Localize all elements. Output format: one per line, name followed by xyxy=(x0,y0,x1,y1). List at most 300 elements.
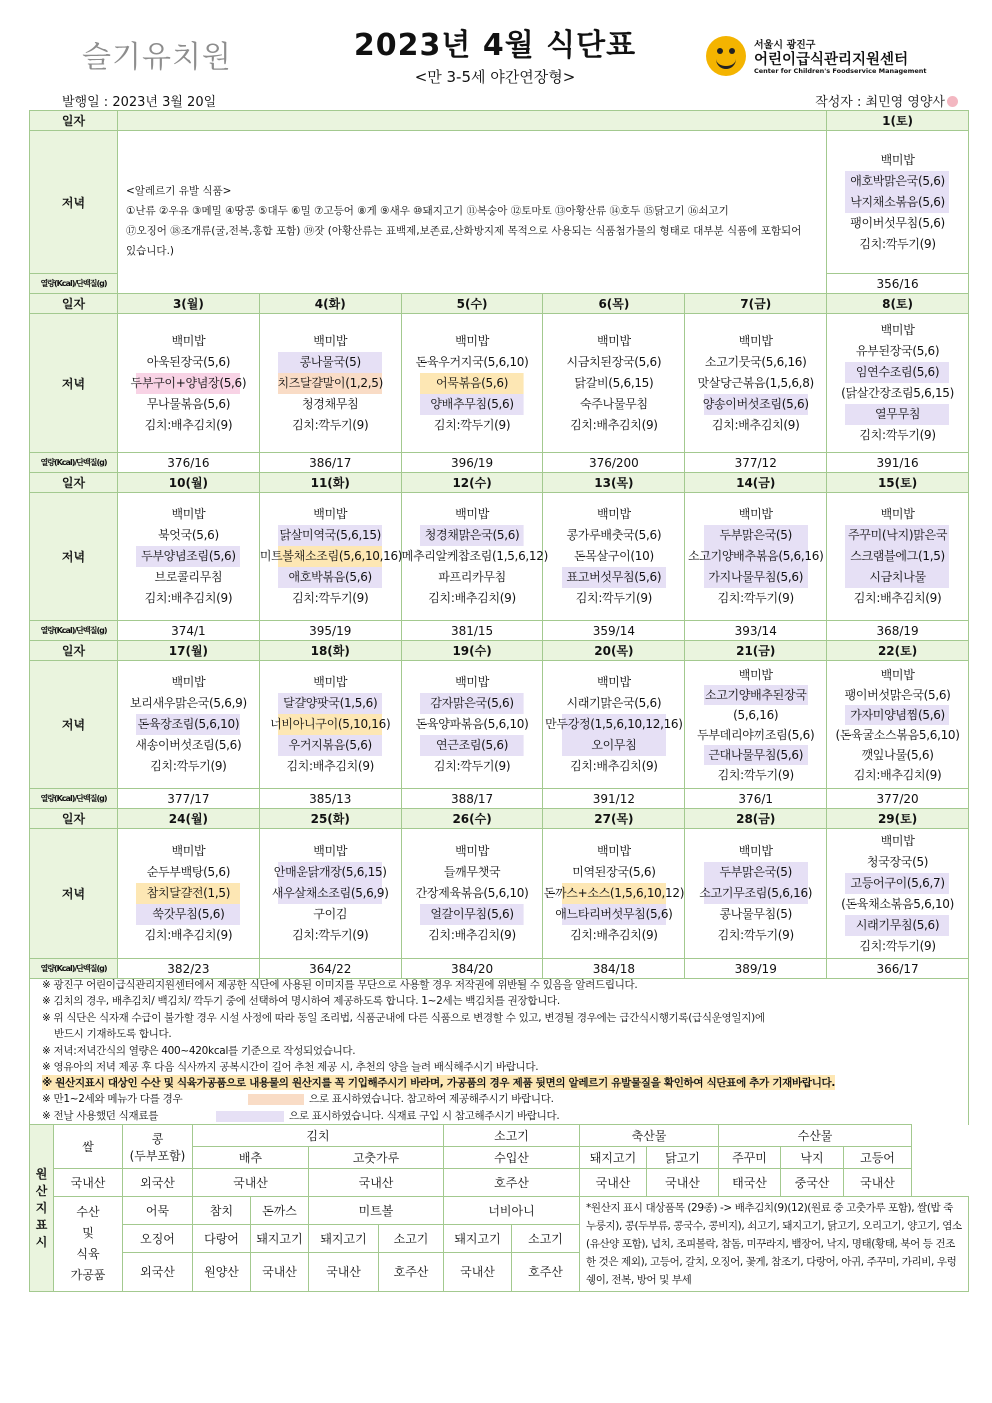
menu-item: 백미밥 xyxy=(738,667,773,682)
menu-item: 순두부백탕(5,6) xyxy=(146,865,231,879)
allergy-line: 있습니다.) xyxy=(126,245,175,257)
nutrition-label: 열량(Kcal)/단백질(g) xyxy=(30,621,118,641)
menu-item: 소고기양배추볶음(5,6,16) xyxy=(685,546,826,567)
origin-value: 호주산 xyxy=(444,1169,580,1197)
menu-cell xyxy=(827,493,969,621)
blank-cell xyxy=(118,111,827,131)
menu-cell xyxy=(543,314,685,453)
proc-header-row xyxy=(30,1197,969,1225)
proc-value: 국내산 xyxy=(251,1252,309,1291)
proc-value: 국내산 xyxy=(309,1252,379,1291)
menu-item: 백미밥 xyxy=(313,844,348,858)
menu-cell xyxy=(401,314,543,453)
origin-value: 국내산 xyxy=(193,1169,309,1197)
menu-item: 우거지볶음(5,6) xyxy=(260,735,401,756)
menu-item: 김치:배추김치(9) xyxy=(286,759,375,773)
menu-item: 돈육장조림(5,6,10) xyxy=(118,714,259,735)
origin-value: 외국산 xyxy=(123,1169,193,1197)
date-label: 일자 xyxy=(30,111,118,131)
menu-item: 양배추무침(5,6) xyxy=(402,394,543,415)
origin-bean-label: 콩 xyxy=(151,1131,164,1146)
menu-cell xyxy=(685,493,827,621)
nutrition-value: 385/13 xyxy=(259,789,401,809)
menu-item: (돈육채소볶음5,6,10) xyxy=(841,896,955,911)
menu-item: 김치:깍두기(9) xyxy=(433,759,511,773)
menu-item: 청경채맑은국(5,6) xyxy=(402,525,543,546)
menu-item: 안매운닭개장(5,6,15) xyxy=(260,862,401,883)
menu-cell xyxy=(827,314,969,453)
origin-value: 국내산 xyxy=(647,1169,719,1197)
nutrition-value: 382/23 xyxy=(118,959,260,979)
menu-item: 김치:배추김치(9) xyxy=(570,928,658,942)
nutrition-row xyxy=(30,453,969,473)
origin-side-char: 지 xyxy=(35,1200,48,1215)
menu-item: 김치:배추김치(9) xyxy=(711,417,800,432)
allergy-note xyxy=(118,131,827,294)
menu-item: 백미밥 xyxy=(455,844,490,858)
menu-item: 김치:배추김치(9) xyxy=(853,591,942,605)
menu-item: 닭갈비(5,6,15) xyxy=(574,375,654,390)
menu-item: 간장제육볶음(5,6,10) xyxy=(415,886,529,900)
menu-item: 임연수조림(5,6) xyxy=(827,362,968,383)
proc-sub-item: 소고기 xyxy=(512,1224,580,1252)
menu-item: 보리새우맑은국(5,6,9) xyxy=(129,696,247,710)
menu-item: 돈육우거지국(5,6,10) xyxy=(415,354,529,369)
menu-item: 백미밥 xyxy=(738,844,773,858)
menu-item: 브로콜리무침 xyxy=(154,570,223,584)
dinner-row xyxy=(30,131,969,274)
menu-item: 백미밥 xyxy=(880,507,915,521)
origin-value-row xyxy=(30,1169,969,1197)
note-line: ※ 광진구 어린이급식관리지원센터에서 제공한 식단에 사용된 이미지를 무단으로 사용할 경우 저작권에 위반될 수 있음을 알려드립니다. xyxy=(42,979,638,991)
menu-cell xyxy=(401,661,543,789)
day-header: 24(월) xyxy=(118,809,260,829)
menu-diff-swatch xyxy=(248,1094,304,1105)
menu-item: 김치:깍두기(9) xyxy=(859,428,936,442)
origin-side-label xyxy=(30,1125,54,1292)
menu-cell xyxy=(118,661,260,789)
prev-day-swatch xyxy=(216,1111,284,1122)
menu-item: 백미밥 xyxy=(313,333,348,348)
menu-item: 표고버섯무침(5,6) xyxy=(543,567,684,588)
nutrition-value: 391/12 xyxy=(543,789,685,809)
menu-cell xyxy=(827,661,969,789)
nutrition-row xyxy=(30,621,969,641)
proc-item: 너비아니 xyxy=(444,1197,580,1225)
proc-item: 미트볼 xyxy=(309,1197,444,1225)
menu-item: 얼갈이무침(5,6) xyxy=(402,904,543,925)
note-line: ※ 저녁:저녁간식의 열량은 400~420kcal를 기준으로 작성되었습니다. xyxy=(42,1045,356,1057)
writer xyxy=(815,91,958,110)
menu-item: 소고기무조림(5,6,16) xyxy=(685,883,826,904)
menu-item: 김치:배추김치(9) xyxy=(570,417,658,432)
proc-sub-item: 돼지고기 xyxy=(251,1224,309,1252)
menu-cell xyxy=(259,829,401,959)
origin-value: 국내산 xyxy=(580,1169,647,1197)
menu-item: 너비아니구이(5,10,16) xyxy=(260,714,401,735)
menu-item: 청경채무침 xyxy=(302,396,359,411)
nutrition-value: 377/20 xyxy=(827,789,969,809)
menu-item: 어묵볶음(5,6) xyxy=(402,373,543,394)
menu-item: 백미밥 xyxy=(171,333,206,348)
nutrition-value: 391/16 xyxy=(827,453,969,473)
menu-item: 백미밥 xyxy=(313,507,348,521)
origin-side-char: 산 xyxy=(35,1183,48,1198)
menu-item: 백미밥 xyxy=(171,675,206,689)
proc-sub-item: 오징어 xyxy=(123,1224,193,1252)
note-line: 으로 표시하였습니다. 식재료 구입 시 참고해주시기 바랍니다. xyxy=(289,1110,560,1122)
menu-cell xyxy=(118,829,260,959)
day-header: 10(월) xyxy=(118,473,260,493)
dinner-row xyxy=(30,314,969,453)
proc-label-line: 가공품 xyxy=(70,1268,106,1282)
menu-item: 맛살당근볶음(1,5,6,8) xyxy=(697,375,814,390)
day-header: 27(목) xyxy=(543,809,685,829)
day-header: 7(금) xyxy=(685,294,827,314)
menu-item: 닭살미역국(5,6,15) xyxy=(260,525,401,546)
day-header: 13(목) xyxy=(543,473,685,493)
day-header: 3(월) xyxy=(118,294,260,314)
menu-cell xyxy=(685,829,827,959)
menu-cell xyxy=(401,829,543,959)
proc-item: 돈까스 xyxy=(251,1197,309,1225)
page-title: 2023년 4월 식단표 xyxy=(353,28,637,63)
menu-item: 열무무침 xyxy=(827,404,968,425)
menu-item: (돈육굴소스볶음5,6,10) xyxy=(835,727,960,742)
menu-item: 미역된장국(5,6) xyxy=(572,865,656,879)
menu-item: 백미밥 xyxy=(880,323,915,337)
day-header: 28(금) xyxy=(685,809,827,829)
menu-item: 새우살채소조림(5,6,9) xyxy=(260,883,401,904)
logo-english: Center for Children's Foodservice Management xyxy=(754,67,927,75)
menu-item: 김치:깍두기(9) xyxy=(717,928,794,942)
origin-seafood: 수산물 xyxy=(719,1125,912,1147)
menu-item: 김치:깍두기(9) xyxy=(859,938,936,953)
menu-item: 돈까스+소스(1,5,6,10,12) xyxy=(543,883,684,904)
origin-pork: 돼지고기 xyxy=(580,1147,647,1169)
date-label: 일자 xyxy=(30,641,118,661)
dinner-label: 저녁 xyxy=(30,493,118,621)
origin-value: 중국산 xyxy=(781,1169,844,1197)
nutrition-label: 열량(Kcal)/단백질(g) xyxy=(30,789,118,809)
menu-item: 애호박볶음(5,6) xyxy=(260,567,401,588)
date-header-row xyxy=(30,809,969,829)
origin-value: 태국산 xyxy=(719,1169,781,1197)
menu-cell xyxy=(118,493,260,621)
menu-item: 백미밥 xyxy=(171,507,206,521)
menu-item: 백미밥 xyxy=(171,844,206,858)
menu-item: 청국장국(5) xyxy=(866,854,929,869)
proc-label-line: 식육 xyxy=(76,1247,100,1261)
allergy-line: ①난류 ②우유 ③메밀 ④땅콩 ⑤대두 ⑥밀 ⑦고등어 ⑧게 ⑨새우 ⑩돼지고기 ⑪복숭아 ⑫토마토 ⑬아황산류 ⑭호두 ⑮닭고기 ⑯쇠고기 xyxy=(126,205,729,217)
dinner-label: 저녁 xyxy=(30,314,118,453)
nutrition-value: 396/19 xyxy=(401,453,543,473)
menu-item: 백미밥 xyxy=(455,507,490,521)
menu-item: 쑥갓무침(5,6) xyxy=(118,904,259,925)
menu-item: 아욱된장국(5,6) xyxy=(146,354,231,369)
menu-item: 팽이버섯무침(5,6) xyxy=(850,215,945,230)
center-logo xyxy=(706,34,946,78)
menu-item: 백미밥 xyxy=(596,507,631,521)
nutrition-value: 366/17 xyxy=(827,959,969,979)
dinner-row xyxy=(30,493,969,621)
menu-item: 백미밥 xyxy=(596,333,631,348)
menu-item: 백미밥 xyxy=(596,844,631,858)
menu-item: 시금치된장국(5,6) xyxy=(566,354,662,369)
menu-item: 시래기무침(5,6) xyxy=(827,915,968,936)
notes-section xyxy=(29,973,969,1125)
menu-item: 두부구이+양념장(5,6) xyxy=(118,373,259,394)
flower-icon xyxy=(947,96,958,107)
origin-side-char: 시 xyxy=(35,1234,48,1249)
day-header: 20(목) xyxy=(543,641,685,661)
menu-item: 김치:깍두기(9) xyxy=(150,759,227,773)
menu-cell xyxy=(685,314,827,453)
note-line: ※ 영유아의 저녁 제공 후 다음 식사까지 공복시간이 길어 추천 제공 시, 추천의 양을 늘려 배식해주시기 바랍니다. xyxy=(42,1061,539,1073)
menu-item: 소고기양배추된장국 xyxy=(685,685,826,705)
allergy-line: <알레르기 유발 식품> xyxy=(126,185,232,197)
menu-item: 백미밥 xyxy=(880,667,915,682)
menu-item: 콩나물무침(5) xyxy=(719,907,792,921)
proc-value: 국내산 xyxy=(444,1252,512,1291)
date-label: 일자 xyxy=(30,809,118,829)
menu-item: 애호박맑은국(5,6) xyxy=(827,171,968,192)
menu-cell xyxy=(827,829,969,959)
menu-item: 백미밥 xyxy=(738,333,773,348)
nutrition-value: 374/1 xyxy=(118,621,260,641)
menu-item: 북엇국(5,6) xyxy=(158,528,219,542)
proc-label-line: 및 xyxy=(82,1226,94,1240)
menu-item: 김치:배추김치(9) xyxy=(144,417,233,432)
menu-item: 백미밥 xyxy=(880,833,915,848)
date-header-row xyxy=(30,641,969,661)
issue-date: 발행일 : 2023년 3월 20일 xyxy=(62,95,217,110)
menu-cell xyxy=(259,661,401,789)
menu-item: 김치:배추김치(9) xyxy=(428,591,516,605)
dinner-row xyxy=(30,829,969,959)
menu-item: 김치:깍두기(9) xyxy=(433,417,511,432)
nutrition-value: 364/22 xyxy=(259,959,401,979)
proc-value: 외국산 xyxy=(123,1252,193,1291)
day-header: 26(수) xyxy=(401,809,543,829)
menu-table xyxy=(29,110,969,979)
menu-item: 근대나물무침(5,6) xyxy=(685,745,826,765)
menu-item: (5,6,16) xyxy=(733,707,779,722)
menu-item: 들깨무챗국 xyxy=(443,865,501,879)
nutrition-value: 381/15 xyxy=(401,621,543,641)
date-header-row xyxy=(30,294,969,314)
menu-item: 깻잎나물(5,6) xyxy=(861,747,934,762)
menu-item: 김치:배추김치(9) xyxy=(428,928,516,942)
menu-item: 김치:배추김치(9) xyxy=(853,767,942,782)
menu-item: 미트볼채소조림(5,6,10,16) xyxy=(260,546,401,567)
smile-icon xyxy=(706,36,746,76)
nutrition-label: 열량(Kcal)/단백질(g) xyxy=(30,959,118,979)
menu-item: 새송이버섯조림(5,6) xyxy=(135,738,242,752)
nutrition-value: 356/16 xyxy=(827,274,969,294)
menu-item: 김치:배추김치(9) xyxy=(144,928,233,942)
menu-item: 무나물볶음(5,6) xyxy=(146,396,231,411)
dinner-label: 저녁 xyxy=(30,829,118,959)
menu-item: 김치:배추김치(9) xyxy=(570,759,658,773)
note-line: 반드시 기재하도록 합니다. xyxy=(54,1028,172,1040)
nutrition-value: 377/12 xyxy=(685,453,827,473)
origin-cabbage: 배추 xyxy=(193,1147,309,1169)
nutrition-label: 열량(Kcal)/단백질(g) xyxy=(30,453,118,473)
menu-item: 참치달걀전(1,5) xyxy=(118,883,259,904)
origin-pepper: 고춧가루 xyxy=(309,1147,444,1169)
day-header: 25(화) xyxy=(259,809,401,829)
menu-item: 숙주나물무침 xyxy=(580,396,648,411)
nutrition-value: 389/19 xyxy=(685,959,827,979)
origin-imported: 수입산 xyxy=(444,1147,580,1169)
nutrition-value: 388/17 xyxy=(401,789,543,809)
menu-cell xyxy=(543,829,685,959)
proc-sub-item: 소고기 xyxy=(379,1224,444,1252)
day-header: 6(목) xyxy=(543,294,685,314)
nutrition-value: 376/16 xyxy=(118,453,260,473)
origin-mackerel: 고등어 xyxy=(844,1147,912,1169)
nutrition-label: 열량(Kcal)/단백질(g) xyxy=(30,274,118,294)
menu-item: 돈육양파볶음(5,6,10) xyxy=(415,717,529,731)
menu-item: 주꾸미(낙지)맑은국 xyxy=(827,525,968,546)
proc-item: 참치 xyxy=(193,1197,251,1225)
menu-item: 오이무침 xyxy=(543,735,684,756)
menu-item: 김치:깍두기(9) xyxy=(292,928,369,942)
menu-item: 김치:깍두기(9) xyxy=(717,591,794,605)
day-header: 4(화) xyxy=(259,294,401,314)
note-line: ※ 원산지표시 대상인 수산 및 식육가공품으로 내용물의 원산지를 꼭 기입해주시기 바라며, 가공품의 경우 제품 뒷면의 알레르기 유발물질을 확인하여 식단표에 추가 기재바랍니다. xyxy=(42,1077,836,1089)
menu-item: 백미밥 xyxy=(455,333,490,348)
day-header: 8(토) xyxy=(827,294,969,314)
menu-item: 고등어구이(5,6,7) xyxy=(827,873,968,894)
day-header: 5(수) xyxy=(401,294,543,314)
logo-region: 서울시 광진구 xyxy=(754,40,816,51)
menu-item: 양송이버섯조림(5,6) xyxy=(685,394,826,415)
logo-center-name: 어린이급식관리지원센터 xyxy=(754,52,909,68)
day-header: 15(토) xyxy=(827,473,969,493)
menu-item: 김치:깍두기(9) xyxy=(292,591,369,605)
nutrition-value: 384/18 xyxy=(543,959,685,979)
nutrition-value: 359/14 xyxy=(543,621,685,641)
allergy-line: ⑰오징어 ⑱조개류(굴,전복,홍합 포함) ⑲잣 (아황산류는 표백제,보존료,산화방지제 목적으로 사용되는 식품첨가물의 형태로 대부분 식품에 포함되어 xyxy=(126,225,802,237)
day-header: 14(금) xyxy=(685,473,827,493)
proc-value: 호주산 xyxy=(512,1252,580,1291)
day-header: 29(토) xyxy=(827,809,969,829)
nutrition-value: 376/1 xyxy=(685,789,827,809)
menu-item: 달걀양팟국(1,5,6) xyxy=(260,693,401,714)
note-line: ※ 전날 사용했던 식재료를 xyxy=(42,1110,159,1122)
dinner-row xyxy=(30,661,969,789)
menu-item: 시래기맑은국(5,6) xyxy=(566,696,662,710)
date-label: 일자 xyxy=(30,294,118,314)
menu-cell xyxy=(543,661,685,789)
proc-label xyxy=(54,1197,123,1292)
note-line: ※ 위 식단은 식자재 수급이 불가할 경우 시설 사정에 따라 동일 조리법, 식품군내에 다른 식품으로 변경할 수 있고, 변경될 경우에는 급간식시행기록(급식운영일지)에 xyxy=(42,1012,765,1024)
origin-bean-sub: (두부포함) xyxy=(129,1148,186,1163)
nutrition-value: 386/17 xyxy=(259,453,401,473)
menu-item: 김치:깍두기(9) xyxy=(292,417,369,432)
day-header: 11(화) xyxy=(259,473,401,493)
note-line: 으로 표시하였습니다. 참고하여 제공해주시기 바랍니다. xyxy=(309,1093,554,1105)
menu-item: 치즈달걀말이(1,2,5) xyxy=(260,373,401,394)
nutrition-value: 377/17 xyxy=(118,789,260,809)
kindergarten-name: 슬기유치원 xyxy=(82,40,232,75)
menu-item: 메추리알케찹조림(1,5,6,12) xyxy=(401,549,548,563)
menu-item: 소고기뭇국(5,6,16) xyxy=(704,354,807,369)
menu-cell xyxy=(259,314,401,453)
day-header: 17(월) xyxy=(118,641,260,661)
menu-item: 팽이버섯맑은국(5,6) xyxy=(844,687,951,702)
origin-livestock: 축산물 xyxy=(580,1125,719,1147)
nutrition-row xyxy=(30,789,969,809)
nutrition-value: 368/19 xyxy=(827,621,969,641)
nutrition-value: 395/19 xyxy=(259,621,401,641)
menu-item: 연근조림(5,6) xyxy=(402,735,543,756)
proc-sub-item: 돼지고기 xyxy=(444,1224,512,1252)
nutrition-value: 384/20 xyxy=(401,959,543,979)
day-header: 19(수) xyxy=(401,641,543,661)
menu-item: 콩나물국(5) xyxy=(260,352,401,373)
menu-item: 시금치나물 xyxy=(827,567,968,588)
menu-item: 백미밥 xyxy=(455,675,490,689)
origin-beef: 소고기 xyxy=(444,1125,580,1147)
menu-item: 백미밥 xyxy=(596,675,631,689)
origin-kimchi: 김치 xyxy=(193,1125,444,1147)
menu-item: 스크램블에그(1,5) xyxy=(827,546,968,567)
menu-cell xyxy=(543,493,685,621)
origin-side-char: 표 xyxy=(35,1217,48,1232)
origin-chicken: 닭고기 xyxy=(647,1147,719,1169)
writer-text: 작성자 : 최민영 영양사 xyxy=(815,95,945,110)
proc-sub-item: 다랑어 xyxy=(193,1224,251,1252)
menu-item: 파프리카무침 xyxy=(438,570,506,584)
proc-value: 호주산 xyxy=(379,1252,444,1291)
origin-octopus: 낙지 xyxy=(781,1147,844,1169)
menu-item: 백미밥 xyxy=(313,675,348,689)
day-header: 18(화) xyxy=(259,641,401,661)
date-label: 일자 xyxy=(30,473,118,493)
origin-rice: 쌀 xyxy=(54,1125,123,1169)
day-header: 12(수) xyxy=(401,473,543,493)
menu-item: 백미밥 xyxy=(880,152,915,167)
menu-item: 유부된장국(5,6) xyxy=(855,344,940,358)
menu-item: 김치:깍두기(9) xyxy=(859,236,936,251)
menu-cell xyxy=(118,314,260,453)
dinner-label: 저녁 xyxy=(30,661,118,789)
origin-row xyxy=(30,1125,969,1147)
origin-side-char: 원 xyxy=(35,1166,48,1181)
menu-item: 두부양념조림(5,6) xyxy=(118,546,259,567)
origin-note: *원산지 표시 대상품목 (29종) -> 배추김치(9)(12)(원료 중 고춧가루 포함), 쌀(밥 죽 누룽지), 콩(두부류, 콩국수, 콩비지), 쇠고기, 돼지고기, 닭고기, 오리고기, 양고기, 염소(유산양 포함), 넙치, 조피볼락, 참돔, 미꾸라지, 뱀장어, 낙지, 명태(황태, 북어 등 건조한 것은 제외), 고등어, 갈치, 오징어, 꽃게, 참조기, 다랑어, 아귀, 주꾸미, 가리비, 우렁쉥이, 전복, 방어 및 부세 xyxy=(580,1197,969,1292)
menu-item: 콩가루배춧국(5,6) xyxy=(566,528,662,542)
nutrition-value: 393/14 xyxy=(685,621,827,641)
menu-cell xyxy=(259,493,401,621)
menu-item: 김치:깍두기(9) xyxy=(575,591,653,605)
note-line: ※ 만1~2세와 메뉴가 다를 경우 xyxy=(42,1093,183,1105)
origin-table xyxy=(29,1124,969,1292)
menu-item: 가자미양념찜(5,6) xyxy=(827,705,968,725)
proc-sub-item: 돼지고기 xyxy=(309,1224,379,1252)
day-header: 21(금) xyxy=(685,641,827,661)
day-header: 22(토) xyxy=(827,641,969,661)
menu-item: 김치:배추김치(9) xyxy=(144,591,233,605)
origin-value: 국내산 xyxy=(844,1169,912,1197)
menu-item: 가지나물무침(5,6) xyxy=(685,567,826,588)
menu-item: 두부맑은국(5) xyxy=(685,862,826,883)
menu-item: 두부맑은국(5) xyxy=(685,525,826,546)
origin-value: 국내산 xyxy=(309,1169,444,1197)
